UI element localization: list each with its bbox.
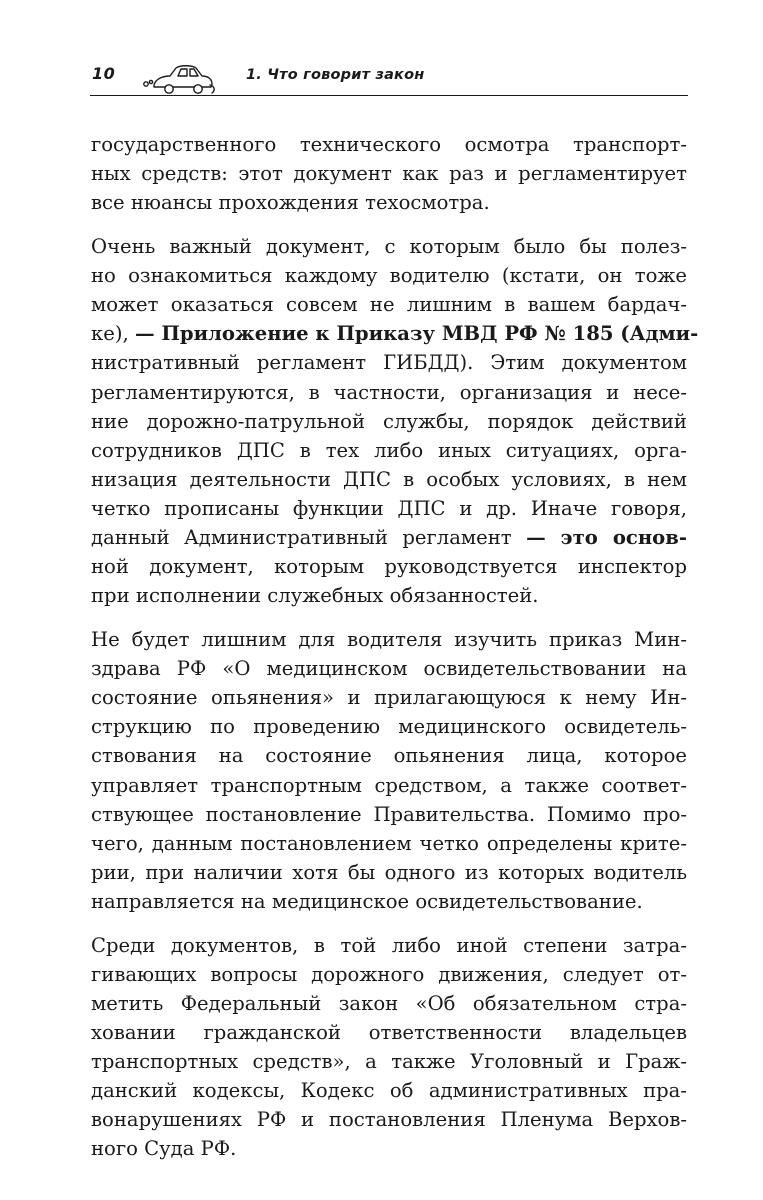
header-rule — [90, 95, 688, 96]
paragraph — [91, 232, 699, 610]
body-text — [91, 130, 699, 1164]
text-segment: гивающих вопросы дорожного движения, следует от- — [91, 962, 687, 986]
text-line — [91, 800, 687, 829]
text-line — [91, 290, 687, 319]
text-line — [91, 960, 687, 989]
paragraph — [91, 625, 687, 916]
page-number: 10 — [92, 64, 116, 83]
text-line — [91, 887, 687, 916]
text-segment: струкцию по проведению медицинского освидетель- — [91, 715, 687, 739]
text-line — [91, 436, 687, 465]
text-line — [91, 130, 687, 159]
text-line — [91, 1105, 687, 1134]
text-line — [91, 465, 687, 494]
text-segment: ние дорожно-патрульной службы, порядок действий — [91, 409, 687, 433]
text-line — [91, 683, 687, 712]
paragraph-gap — [91, 916, 687, 931]
text-segment: ховании гражданской ответственности владельцев — [91, 1021, 687, 1045]
bold-text-segment: — это основ- — [526, 526, 687, 550]
text-segment: направляется на медицинское освидетельствование. — [91, 889, 643, 913]
text-segment: четко прописаны функции ДПС и др. Иначе говоря, — [91, 496, 687, 520]
text-segment: состояние опьянения» и прилагающуюся к нему Ин- — [91, 686, 687, 710]
text-segment: низация деятельности ДПС в особых условиях, в нем — [91, 467, 687, 491]
chapter-title: 1. Что говорит закон — [246, 67, 425, 83]
text-line — [91, 159, 687, 188]
car-doodle-icon — [140, 58, 258, 98]
text-segment: управляет транспортным средством, а также соответ- — [91, 773, 687, 797]
text-line — [91, 378, 687, 407]
text-line — [91, 1047, 687, 1076]
text-segment: нистративный регламент ГИБДД). Этим документом — [91, 351, 687, 375]
text-segment: ке), — [91, 322, 135, 346]
text-line — [91, 1018, 687, 1047]
text-line — [91, 712, 687, 741]
text-segment: чего, данным постановлением четко определены крите- — [91, 831, 687, 855]
text-segment: все нюансы прохождения техосмотра. — [91, 191, 490, 215]
paragraph-gap — [91, 217, 687, 232]
text-line — [91, 989, 687, 1018]
text-line — [91, 581, 687, 610]
text-line — [91, 188, 687, 217]
text-line — [91, 625, 687, 654]
text-segment: Среди документов, в той либо иной степени затра- — [91, 933, 687, 957]
text-line — [91, 494, 687, 523]
text-segment: при исполнении служебных обязанностей. — [91, 584, 539, 608]
paragraph — [91, 931, 687, 1164]
bold-text-segment: — Приложение к Приказу МВД РФ № 185 (Адми- — [134, 322, 699, 346]
text-line — [91, 407, 687, 436]
text-line — [91, 654, 687, 683]
text-segment: ного Суда РФ. — [91, 1137, 237, 1161]
text-segment: Очень важный документ, с которым было бы полез- — [91, 235, 687, 259]
text-segment: ных средств: этот документ как раз и регламентирует — [91, 162, 687, 186]
text-segment: но ознакомиться каждому водителю (кстати, он тоже — [91, 264, 687, 288]
text-segment: вонарушениях РФ и постановления Пленума Верхов- — [91, 1108, 687, 1132]
text-line — [91, 1134, 687, 1163]
text-line — [91, 858, 687, 887]
text-line — [91, 1076, 687, 1105]
text-segment: регламентируются, в частности, организация и несе- — [91, 380, 687, 404]
text-segment: ствующее постановление Правительства. Помимо про- — [91, 802, 687, 826]
running-header — [90, 58, 688, 98]
paragraph-gap — [91, 610, 687, 625]
text-line — [91, 232, 687, 261]
text-segment: данский кодексы, Кодекс об административных пра- — [91, 1079, 687, 1103]
text-segment: метить Федеральный закон «Об обязательном стра- — [91, 992, 687, 1016]
text-line — [91, 829, 687, 858]
text-line — [91, 523, 687, 552]
text-line — [91, 348, 687, 377]
text-segment: Не будет лишним для водителя изучить приказ Мин- — [91, 628, 687, 652]
text-line — [91, 771, 687, 800]
text-segment: данный Административный регламент — [91, 526, 527, 550]
text-line — [91, 741, 687, 770]
text-segment: транспортных средств», а также Уголовный и Граж- — [91, 1050, 687, 1074]
text-segment: ной документ, которым руководствуется инспектор — [91, 555, 687, 579]
text-line — [91, 552, 687, 581]
text-segment: здрава РФ «О медицинском освидетельствовании на — [91, 657, 687, 681]
text-line — [91, 319, 699, 348]
text-line — [91, 261, 687, 290]
text-segment: государственного технического осмотра транспорт- — [91, 133, 687, 156]
text-line — [91, 931, 687, 960]
text-segment: рии, при наличии хотя бы одного из которых водитель — [91, 860, 687, 884]
text-segment: может оказаться совсем не лишним в вашем бардач- — [91, 293, 687, 317]
text-segment: ствования на состояние опьянения лица, которое — [91, 744, 687, 768]
paragraph — [91, 130, 687, 217]
text-segment: сотрудников ДПС в тех либо иных ситуациях, орга- — [91, 438, 687, 462]
